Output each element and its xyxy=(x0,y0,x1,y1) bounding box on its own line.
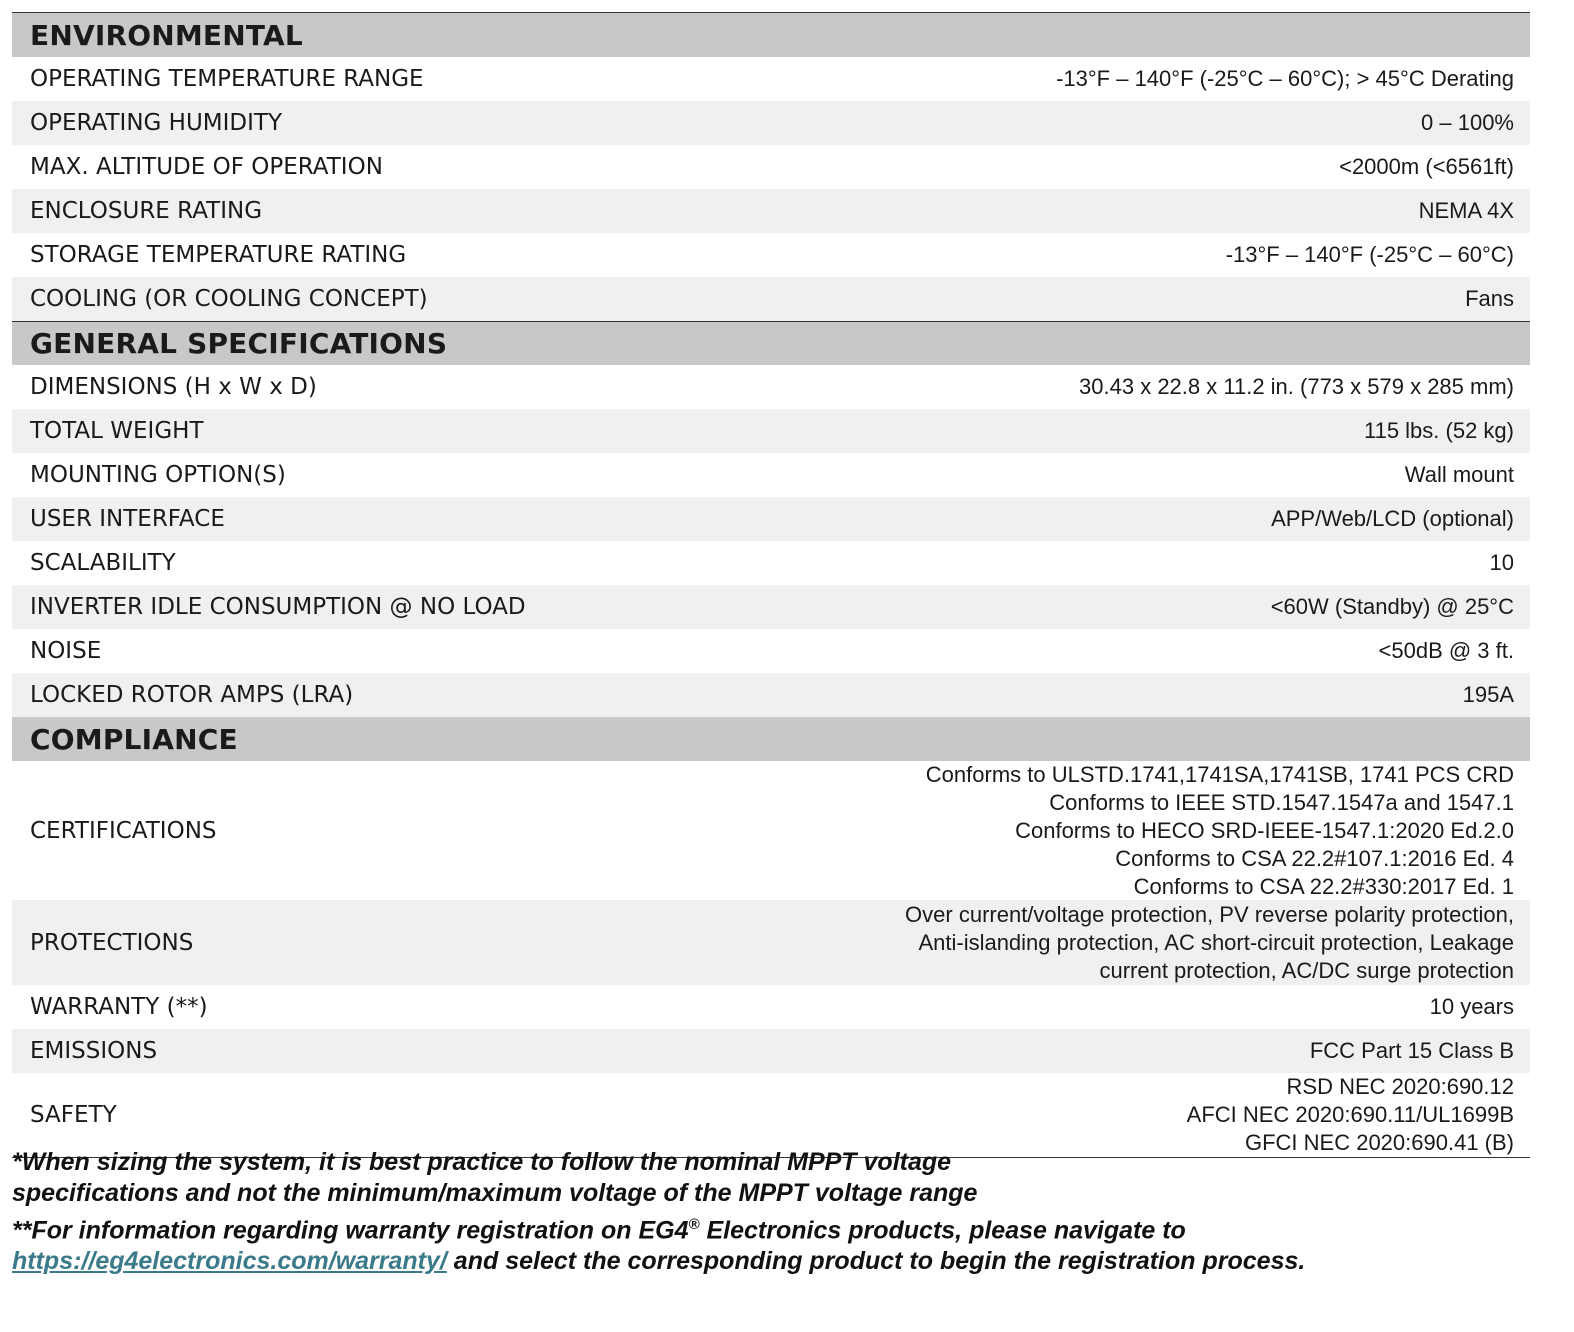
spec-row-user-interface xyxy=(12,497,1530,541)
certification-line: Conforms to ULSTD.1741,1741SA,1741SB, 1741 PCS CRD xyxy=(925,761,1514,787)
certification-line: Conforms to CSA 22.2#330:2017 Ed. 1 xyxy=(1133,873,1514,899)
footnote-warranty-line-2 xyxy=(12,1246,1552,1277)
spec-label: USER INTERFACE xyxy=(30,506,225,532)
safety-line: RSD NEC 2020:690.12 xyxy=(1286,1074,1514,1099)
footnote-warranty-line-1 xyxy=(12,1209,1552,1246)
spec-row-storage-temperature xyxy=(12,233,1530,277)
spec-label: NOISE xyxy=(30,638,102,664)
spec-row-total-weight xyxy=(12,409,1530,453)
spec-value: 10 xyxy=(1489,550,1514,575)
spec-row-operating-humidity xyxy=(12,101,1530,145)
spec-row-scalability xyxy=(12,541,1530,585)
spec-value: 195A xyxy=(1462,682,1514,707)
spec-value: -13°F – 140°F (-25°C – 60°C); > 45°C Derating xyxy=(1056,66,1514,91)
spec-sheet xyxy=(12,12,1530,1158)
spec-value: <2000m (<6561ft) xyxy=(1339,154,1514,179)
spec-label: WARRANTY (**) xyxy=(30,994,208,1020)
spec-label: STORAGE TEMPERATURE RATING xyxy=(30,242,407,268)
spec-label: SAFETY xyxy=(30,1102,117,1128)
section-header-environmental: ENVIRONMENTAL xyxy=(12,13,1530,57)
spec-label: INVERTER IDLE CONSUMPTION @ NO LOAD xyxy=(30,594,526,620)
spec-label: PROTECTIONS xyxy=(30,929,194,956)
spec-value: -13°F – 140°F (-25°C – 60°C) xyxy=(1225,242,1514,267)
spec-value: 30.43 x 22.8 x 11.2 in. (773 x 579 x 285 mm) xyxy=(1079,374,1514,399)
certification-line: Conforms to IEEE STD.1547.1547a and 1547.1 xyxy=(1049,789,1514,815)
safety-line: GFCI NEC 2020:690.41 (B) xyxy=(1244,1130,1514,1155)
spec-row-max-altitude xyxy=(12,145,1530,189)
certification-line: Conforms to CSA 22.2#107.1:2016 Ed. 4 xyxy=(1115,845,1514,871)
protection-line: Anti-islanding protection, AC short-circuit protection, Leakage xyxy=(918,929,1514,955)
footnote-sizing-line-1: *When sizing the system, it is best practice to follow the nominal MPPT voltage xyxy=(12,1148,952,1176)
spec-label: OPERATING TEMPERATURE RANGE xyxy=(30,66,424,92)
spec-value: APP/Web/LCD (optional) xyxy=(1271,506,1514,531)
spec-label: ENCLOSURE RATING xyxy=(30,198,263,224)
certification-line: Conforms to HECO SRD-IEEE-1547.1:2020 Ed.2.0 xyxy=(1015,817,1514,843)
spec-row-safety xyxy=(12,1073,1530,1157)
section-header-general: GENERAL SPECIFICATIONS xyxy=(12,321,1530,365)
spec-label: COOLING (OR COOLING CONCEPT) xyxy=(30,286,428,312)
spec-row-idle-consumption xyxy=(12,585,1530,629)
spec-row-protections xyxy=(12,900,1530,985)
spec-label: SCALABILITY xyxy=(30,550,176,576)
footnote-sizing-line-2: specifications and not the minimum/maximum voltage of the MPPT voltage range xyxy=(12,1179,978,1207)
spec-value xyxy=(905,901,1514,985)
spec-value xyxy=(1187,1073,1514,1157)
spec-row-warranty xyxy=(12,985,1530,1029)
spec-row-emissions xyxy=(12,1029,1530,1073)
spec-row-noise xyxy=(12,629,1530,673)
spec-value: <50dB @ 3 ft. xyxy=(1378,638,1514,663)
spec-label: MOUNTING OPTION(S) xyxy=(30,462,286,488)
spec-value: FCC Part 15 Class B xyxy=(1309,1038,1514,1063)
spec-label: CERTIFICATIONS xyxy=(30,817,217,844)
footnote-text: and select the corresponding product to begin the registration process. xyxy=(446,1247,1306,1276)
spec-value: 10 years xyxy=(1429,994,1514,1019)
spec-label: LOCKED ROTOR AMPS (LRA) xyxy=(30,682,354,708)
spec-label: OPERATING HUMIDITY xyxy=(30,110,283,136)
spec-value: Wall mount xyxy=(1404,462,1514,487)
spec-value: 0 – 100% xyxy=(1421,110,1514,135)
spec-value: 115 lbs. (52 kg) xyxy=(1363,418,1514,443)
spec-row-mounting xyxy=(12,453,1530,497)
spec-row-locked-rotor-amps xyxy=(12,673,1530,717)
footnotes xyxy=(12,1147,1552,1277)
safety-line: AFCI NEC 2020:690.11/UL1699B xyxy=(1186,1102,1514,1127)
spec-value xyxy=(926,761,1514,901)
section-header-compliance: COMPLIANCE xyxy=(12,717,1530,761)
spec-label: EMISSIONS xyxy=(30,1038,158,1064)
protection-line: current protection, AC/DC surge protection xyxy=(1099,957,1514,983)
protection-line: Over current/voltage protection, PV reverse polarity protection, xyxy=(905,901,1514,927)
spec-label: DIMENSIONS (H x W x D) xyxy=(30,374,317,400)
spec-value: Fans xyxy=(1465,286,1514,311)
spec-value: NEMA 4X xyxy=(1418,198,1514,223)
footnote-text: **For information regarding warranty registration on EG4 xyxy=(12,1216,689,1245)
spec-row-certifications xyxy=(12,761,1530,900)
spec-value: <60W (Standby) @ 25°C xyxy=(1270,594,1514,619)
footnote-text: Electronics products, please navigate to xyxy=(699,1216,1186,1245)
spec-row-dimensions xyxy=(12,365,1530,409)
spec-row-cooling xyxy=(12,277,1530,321)
warranty-link[interactable]: https://eg4electronics.com/warranty/ xyxy=(12,1247,447,1276)
spec-label: MAX. ALTITUDE OF OPERATION xyxy=(30,154,383,180)
spec-row-enclosure-rating xyxy=(12,189,1530,233)
registered-mark: ® xyxy=(688,1216,700,1233)
spec-label: TOTAL WEIGHT xyxy=(30,418,204,444)
spec-row-operating-temperature xyxy=(12,57,1530,101)
